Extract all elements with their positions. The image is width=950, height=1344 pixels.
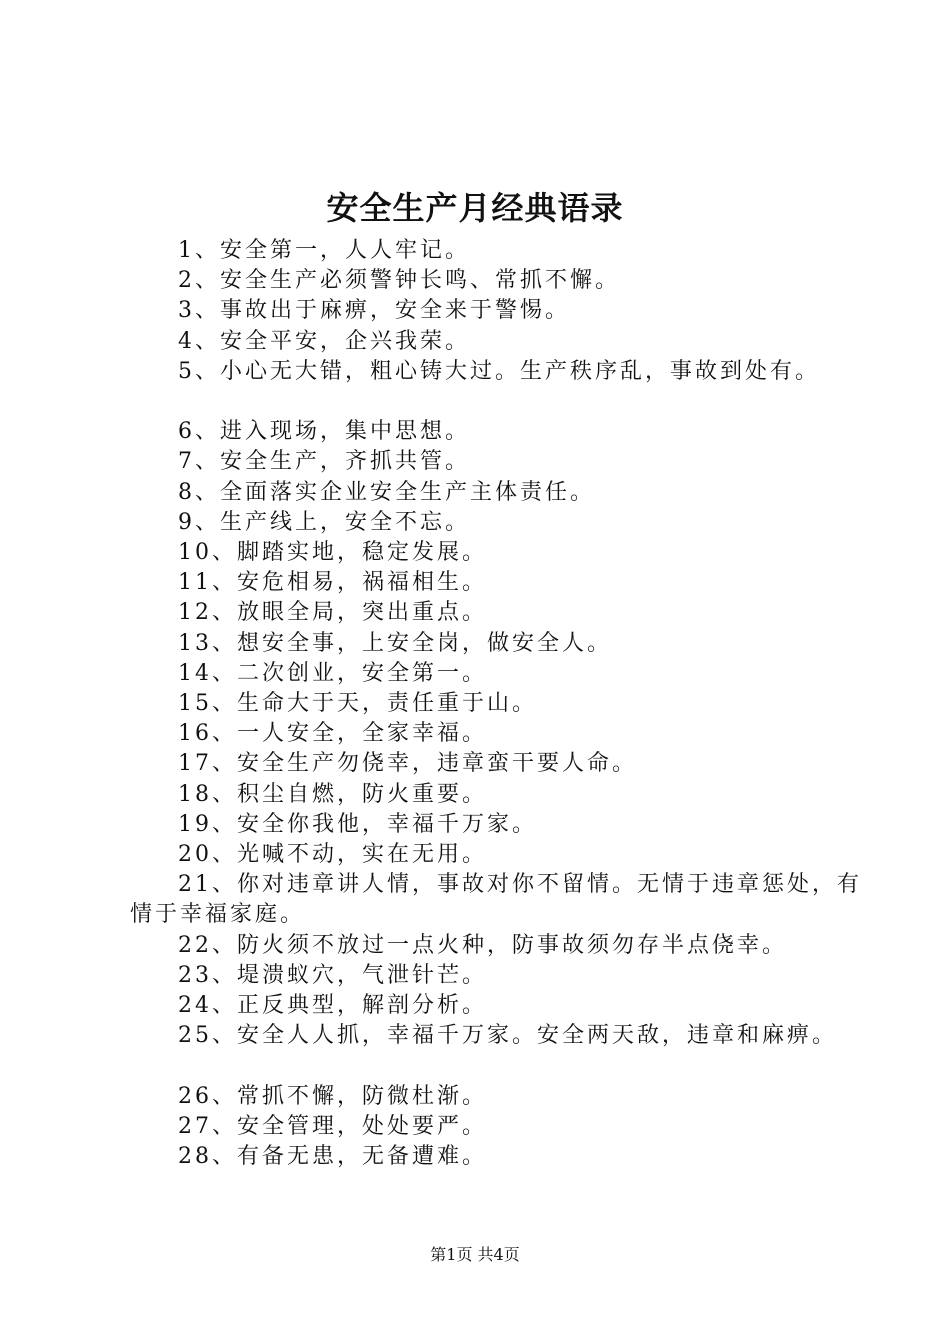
list-item: 8、全面落实企业安全生产主体责任。 (178, 479, 595, 505)
list-item: 18、积尘自燃，防火重要。 (178, 781, 487, 807)
page-footer: 第1页 共4页 (430, 1245, 520, 1264)
list-item: 9、生产线上，安全不忘。 (178, 509, 470, 535)
list-item: 20、光喊不动，实在无用。 (178, 842, 487, 868)
list-item: 6、进入现场，集中思想。 (178, 419, 470, 445)
list-item: 23、堤溃蚁穴，气泄针芒。 (178, 962, 487, 988)
list-item: 21、你对违章讲人情，事故对你不留情。无情于违章惩处，有情于幸福家庭。 (130, 872, 862, 928)
list-item: 2、安全生产必须警钟长鸣、常抓不懈。 (178, 268, 620, 294)
list-item: 28、有备无患，无备遭难。 (178, 1144, 487, 1170)
list-item: 4、安全平安，企兴我荣。 (178, 328, 470, 354)
list-item: 25、安全人人抓，幸福千万家。安全两天敌，违章和麻痹。 (178, 1023, 837, 1049)
list-item: 17、安全生产勿侥幸，违章蛮干要人命。 (178, 751, 637, 777)
page-title: 安全生产月经典语录 (326, 189, 624, 227)
list-item: 24、正反典型，解剖分析。 (178, 993, 487, 1019)
list-item: 19、安全你我他，幸福千万家。 (178, 811, 537, 837)
list-item: 3、事故出于麻痹，安全来于警惕。 (178, 298, 570, 324)
list-item: 14、二次创业，安全第一。 (178, 660, 487, 686)
list-item: 7、安全生产，齐抓共管。 (178, 449, 470, 475)
blank-line (130, 387, 870, 417)
list-item: 15、生命大于天，责任重于山。 (178, 691, 537, 717)
list-item: 10、脚踏实地，稳定发展。 (178, 540, 487, 566)
list-item: 1、安全第一，人人牢记。 (178, 238, 470, 263)
list-item: 16、一人安全，全家幸福。 (178, 721, 487, 747)
blank-line (130, 1051, 870, 1081)
document-body (130, 236, 870, 1172)
list-item: 11、安危相易，祸福相生。 (178, 570, 487, 596)
list-item: 26、常抓不懈，防微杜渐。 (178, 1083, 487, 1109)
list-item: 5、小心无大错，粗心铸大过。生产秩序乱，事故到处有。 (178, 358, 820, 384)
list-item: 22、防火须不放过一点火种，防事故须勿存半点侥幸。 (178, 932, 787, 958)
list-item: 13、想安全事，上安全岗，做安全人。 (178, 630, 612, 656)
list-item: 27、安全管理，处处要严。 (178, 1113, 487, 1139)
list-item: 12、放眼全局，突出重点。 (178, 600, 487, 626)
